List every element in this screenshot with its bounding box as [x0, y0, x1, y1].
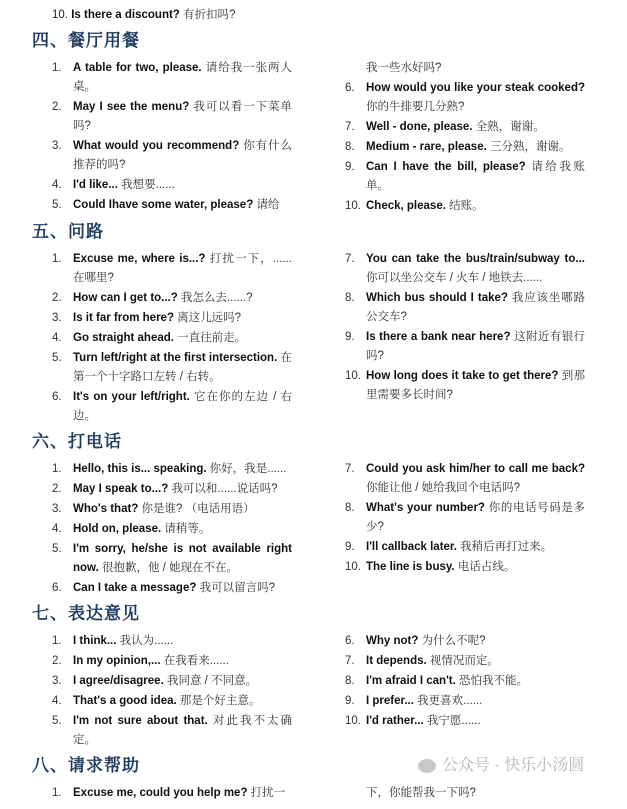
list-item [52, 632, 292, 651]
item-number: 10. [345, 200, 361, 212]
item-number: 3. [52, 312, 62, 324]
item-number: 3. [52, 503, 62, 515]
item-chinese: 对此我不太确定。 [73, 715, 293, 746]
item-number: 10. [52, 9, 68, 21]
watermark-text: 公众号 · 快乐小汤圆 [442, 757, 585, 774]
item-english: Medium - rare, please. [366, 141, 487, 153]
item-text [73, 98, 292, 136]
watermark [418, 754, 584, 778]
item-text [73, 652, 292, 671]
item-english: How can I get to...? [73, 292, 178, 304]
item-text [366, 79, 585, 117]
item-english: Can I have the bill, please? [366, 161, 526, 173]
item-chinese: 你可以坐公交车 / 火车 / 地铁去...... [366, 272, 543, 284]
item-number: 6. [52, 391, 62, 403]
item-chinese: 请给我账单。 [366, 161, 585, 192]
item-number: 8. [345, 141, 355, 153]
right-column [345, 59, 585, 216]
list-item [345, 558, 585, 577]
item-chinese: 它在你的左边 / 右边。 [73, 391, 292, 422]
item-text [73, 137, 292, 175]
item-text [73, 632, 292, 651]
list-item [52, 500, 292, 519]
list-item [52, 460, 292, 479]
item-english: The line is busy. [366, 561, 455, 573]
item-number: 9. [345, 541, 355, 553]
item-chinese: 你能让他 / 她给我回个电话吗? [366, 482, 520, 494]
item-text [366, 118, 585, 137]
item-english: May I speak to...? [73, 483, 169, 495]
list-item [52, 652, 292, 671]
top-line-item [52, 6, 627, 25]
item-english: I'm not sure about that. [73, 715, 208, 727]
left-column [52, 59, 292, 215]
item-chinese: 我稍后再打过来。 [460, 541, 553, 553]
list-item [52, 250, 292, 288]
list-item [52, 196, 292, 215]
item-text [73, 329, 292, 348]
list-item [52, 137, 292, 175]
list-item [345, 197, 585, 216]
list-item [345, 712, 585, 731]
item-text [73, 349, 292, 387]
right-column [345, 250, 585, 405]
item-number: 6. [52, 582, 62, 594]
item-chinese: 在我看来...... [163, 655, 229, 667]
list-item [345, 138, 585, 157]
item-number: 2. [52, 483, 62, 495]
left-column [52, 632, 292, 750]
item-chinese: 三分熟，谢谢。 [490, 141, 571, 153]
item-chinese: 有折扣吗? [183, 9, 236, 21]
item-text [73, 250, 292, 288]
item-text [73, 784, 292, 803]
item-english: It depends. [366, 655, 427, 667]
right-column [345, 460, 585, 577]
item-number: 4. [52, 695, 62, 707]
list-item [52, 692, 292, 711]
item-number: 6. [345, 82, 355, 94]
item-number: 8. [345, 502, 355, 514]
section-title: 六、打电话 [32, 432, 122, 451]
item-text [73, 460, 292, 479]
section-columns [0, 460, 627, 598]
item-chinese: 我可以看一下菜单吗? [73, 101, 292, 132]
list-item [52, 579, 292, 598]
item-english: I'd rather... [366, 715, 424, 727]
item-text [73, 289, 292, 308]
item-text [73, 309, 292, 328]
item-text [366, 138, 585, 157]
item-text [366, 197, 585, 216]
item-text [366, 712, 585, 731]
item-text [366, 558, 585, 577]
item-number: 10. [345, 561, 361, 573]
item-chinese: 请稍等。 [164, 523, 211, 535]
section-title: 四、餐厅用餐 [32, 31, 140, 50]
item-english: Why not? [366, 635, 419, 647]
item-continuation: 下，你能帮我一下吗? [366, 787, 476, 799]
section-columns [0, 784, 627, 803]
item-continuation: 我一些水好吗? [366, 62, 442, 74]
item-number: 8. [345, 675, 355, 687]
list-item [52, 784, 292, 803]
list-item [345, 367, 585, 405]
item-english: Who's that? [73, 503, 139, 515]
wechat-icon [418, 759, 436, 773]
item-text [73, 196, 292, 215]
item-english: That's a good idea. [73, 695, 177, 707]
item-number: 10. [345, 715, 361, 727]
item-english: I prefer... [366, 695, 414, 707]
left-column [52, 784, 292, 803]
item-chinese: 到那里需要多长时间? [366, 370, 585, 401]
item-text [73, 59, 292, 97]
item-text [366, 289, 585, 327]
item-chinese: 我怎么去......? [180, 292, 253, 304]
item-english: It's on your left/right. [73, 391, 190, 403]
list-item [52, 520, 292, 539]
section-columns [0, 632, 627, 750]
list-item [345, 538, 585, 557]
item-number: 9. [345, 161, 355, 173]
item-english: How long does it take to get there? [366, 370, 559, 382]
item-chinese: 我可以和......说话吗? [171, 483, 278, 495]
item-english: I'll callback later. [366, 541, 457, 553]
section-heading [32, 754, 627, 778]
section-heading [32, 220, 627, 244]
item-text [73, 540, 292, 578]
list-item [345, 79, 585, 117]
list-item [52, 98, 292, 136]
list-item [345, 289, 585, 327]
item-text [73, 520, 292, 539]
list-item [52, 309, 292, 328]
item-english: Could you ask him/her to call me back? [366, 463, 585, 475]
item-text [366, 499, 585, 537]
item-chinese: 请给 [256, 199, 280, 211]
item-english: In my opinion,... [73, 655, 161, 667]
item-english: I'd like... [73, 179, 118, 191]
item-english: Is there a bank near here? [366, 331, 511, 343]
item-english: I think... [73, 635, 117, 647]
right-column [345, 632, 585, 731]
item-number: 9. [345, 695, 355, 707]
item-english: Is it far from here? [73, 312, 174, 324]
section-heading [32, 430, 627, 454]
item-english: Hold on, please. [73, 523, 162, 535]
item-english: Turn left/right at the first intersection. [73, 352, 278, 364]
item-english: Can I take a message? [73, 582, 197, 594]
section-title: 五、问路 [32, 222, 104, 241]
item-english: Could Ihave some water, please? [73, 199, 254, 211]
item-chinese: 我应该坐哪路公交车? [366, 292, 585, 323]
list-item [345, 692, 585, 711]
item-chinese: 为什么不呢? [421, 635, 486, 647]
item-number: 5. [52, 715, 62, 727]
item-text [73, 579, 292, 598]
list-item [345, 118, 585, 137]
item-chinese: 全熟，谢谢。 [475, 121, 545, 133]
item-text [366, 652, 585, 671]
item-chinese: 我更喜欢...... [417, 695, 483, 707]
list-item [345, 499, 585, 537]
item-english: Is there a discount? [71, 9, 180, 21]
list-item [52, 480, 292, 499]
list-item [345, 158, 585, 196]
item-text [73, 176, 292, 195]
item-english: Go straight ahead. [73, 332, 174, 344]
item-english: Hello, this is... speaking. [73, 463, 207, 475]
item-english: What's your number? [366, 502, 485, 514]
item-english: You can take the bus/train/subway to... [366, 253, 585, 265]
left-column [52, 460, 292, 598]
item-chinese: 打扰一下，......在哪里? [73, 253, 292, 284]
list-item [52, 349, 292, 387]
item-english: May I see the menu? [73, 101, 190, 113]
item-chinese: 这附近有银行吗? [366, 331, 585, 362]
section-title: 八、请求帮助 [32, 756, 140, 775]
item-number: 7. [345, 253, 355, 265]
item-number: 4. [52, 179, 62, 191]
item-chinese: 视情况而定。 [429, 655, 499, 667]
item-text [366, 328, 585, 366]
item-chinese: 我想要...... [121, 179, 175, 191]
item-english: A table for two, please. [73, 62, 202, 74]
left-column [52, 250, 292, 426]
item-english: Check, please. [366, 200, 446, 212]
item-text [73, 672, 292, 691]
item-text [366, 692, 585, 711]
item-chinese: 你的牛排要几分熟? [366, 101, 465, 113]
item-number: 4. [52, 523, 62, 535]
item-english: I agree/disagree. [73, 675, 164, 687]
item-chinese: 我认为...... [119, 635, 174, 647]
item-chinese: 电话占线。 [457, 561, 516, 573]
item-number: 2. [52, 101, 62, 113]
item-chinese: 你的电话号码是多少? [366, 502, 585, 533]
item-number: 3. [52, 675, 62, 687]
item-number: 1. [52, 62, 62, 74]
list-item [52, 712, 292, 750]
item-number: 7. [345, 121, 355, 133]
item-chinese: 打扰一 [250, 787, 286, 799]
item-text [366, 367, 585, 405]
item-number: 1. [52, 787, 62, 799]
item-number: 1. [52, 463, 62, 475]
list-item [345, 460, 585, 498]
item-number: 1. [52, 253, 62, 265]
item-chinese: 恐怕我不能。 [459, 675, 529, 687]
item-number: 6. [345, 635, 355, 647]
item-chinese: 结账。 [449, 200, 484, 212]
item-text [366, 158, 585, 196]
item-english: Excuse me, could you help me? [73, 787, 248, 799]
item-text [366, 672, 585, 691]
item-number: 7. [345, 463, 355, 475]
item-english: How would you like your steak cooked? [366, 82, 585, 94]
list-item [52, 289, 292, 308]
list-item [345, 672, 585, 691]
item-number: 1. [52, 635, 62, 647]
item-text [366, 538, 585, 557]
list-item [345, 328, 585, 366]
item-chinese: 请给我一张两人桌。 [73, 62, 293, 93]
item-chinese: 你是谁? （电话用语） [141, 503, 255, 515]
section-columns [0, 250, 627, 426]
item-number: 5. [52, 199, 62, 211]
item-text [73, 692, 292, 711]
item-number: 7. [345, 655, 355, 667]
item-number: 2. [52, 655, 62, 667]
item-text [73, 712, 292, 750]
list-item [52, 176, 292, 195]
list-item [345, 652, 585, 671]
item-text [73, 500, 292, 519]
item-english: I'm sorry, he/she is not available right now. [73, 543, 292, 574]
item-number: 2. [52, 292, 62, 304]
section-heading [32, 29, 627, 53]
list-item [52, 540, 292, 578]
item-chinese: 我可以留言吗? [199, 582, 275, 594]
item-chinese: 在第一个十字路口左转 / 右转。 [73, 352, 292, 383]
item-text [73, 388, 292, 426]
section-heading [32, 602, 627, 626]
item-english: I'm afraid I can't. [366, 675, 456, 687]
item-chinese: 一直往前走。 [177, 332, 247, 344]
item-number: 5. [52, 543, 62, 555]
item-number: 9. [345, 331, 355, 343]
item-text [366, 632, 585, 651]
item-english: Which bus should I take? [366, 292, 508, 304]
item-english: Excuse me, where is...? [73, 253, 206, 265]
item-number: 10. [345, 370, 361, 382]
item-english: Well - done, please. [366, 121, 473, 133]
section-title: 七、表达意见 [32, 604, 140, 623]
list-item [52, 329, 292, 348]
item-chinese: 很抱歉，他 / 她现在不在。 [101, 562, 239, 574]
item-chinese: 那是个好主意。 [179, 695, 261, 707]
item-chinese: 离这儿远吗? [177, 312, 242, 324]
item-chinese: 你好，我是...... [209, 463, 287, 475]
item-chinese: 我宁愿...... [426, 715, 481, 727]
item-text [73, 480, 292, 499]
list-item [52, 672, 292, 691]
item-text [366, 250, 585, 288]
item-chinese: 我同意 / 不同意。 [166, 675, 258, 687]
section-columns [0, 59, 627, 216]
list-item [345, 632, 585, 651]
list-item [52, 59, 292, 97]
item-number: 3. [52, 140, 62, 152]
list-item [345, 250, 585, 288]
item-number: 5. [52, 352, 62, 364]
item-number: 4. [52, 332, 62, 344]
item-number: 8. [345, 292, 355, 304]
list-item [52, 388, 292, 426]
right-column [345, 784, 585, 803]
item-english: What would you recommend? [73, 140, 240, 152]
item-chinese: 你有什么推荐的吗? [73, 140, 292, 171]
item-text [366, 460, 585, 498]
